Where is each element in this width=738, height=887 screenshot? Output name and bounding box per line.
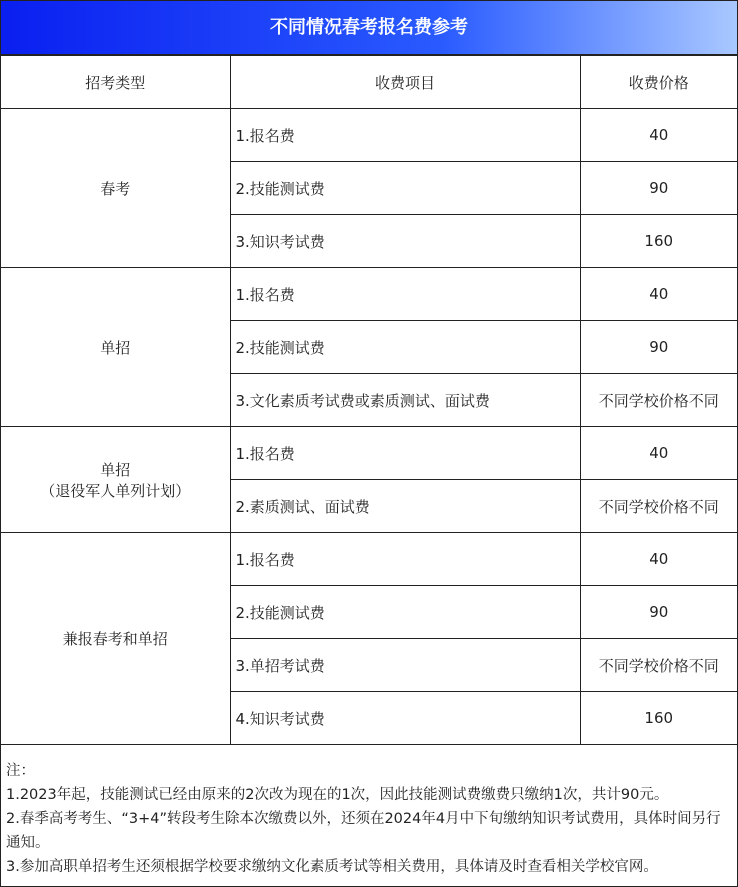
header-type: 招考类型 bbox=[1, 56, 230, 109]
exam-type-label: 兼报春考和单招 bbox=[62, 630, 168, 648]
fee-price-cell: 40 bbox=[580, 533, 737, 586]
fee-item-cell: 2.素质测试、面试费 bbox=[230, 480, 580, 533]
exam-type-label: 单招 bbox=[100, 460, 131, 479]
header-item: 收费项目 bbox=[230, 56, 580, 109]
exam-type-label: 单招 bbox=[100, 338, 131, 357]
fee-price-cell: 90 bbox=[580, 586, 737, 639]
note-3: 3.参加高职单招考生还须根据学校要求缴纳文化素质考试等相关费用，具体请及时查看相关学校官网。 bbox=[6, 859, 658, 875]
fee-item-cell: 3.知识考试费 bbox=[230, 215, 580, 268]
header-row bbox=[1, 56, 737, 109]
fee-item-cell: 1.报名费 bbox=[230, 533, 580, 586]
note-2: 2.春季高考考生、“3+4”转段考生除本次缴费以外，还须在2024年4月中下旬缴纳知识考试费用，具体时间另行通知。 bbox=[6, 811, 721, 851]
table-body bbox=[1, 109, 737, 745]
table-row bbox=[1, 268, 737, 321]
fee-item-cell: 2.技能测试费 bbox=[230, 586, 580, 639]
fee-price-cell: 90 bbox=[580, 162, 737, 215]
fee-item-cell: 2.技能测试费 bbox=[230, 321, 580, 374]
notes-section bbox=[1, 745, 737, 879]
fee-price-cell: 160 bbox=[580, 215, 737, 268]
fee-price-cell: 40 bbox=[580, 427, 737, 480]
note-1: 1.2023年起，技能测试已经由原来的2次改为现在的1次，因此技能测试费缴费只缴纳1次，共计90元。 bbox=[6, 787, 669, 803]
header-price: 收费价格 bbox=[580, 56, 737, 109]
fee-price-cell: 90 bbox=[580, 321, 737, 374]
table-title: 不同情况春考报名费参考 bbox=[1, 1, 737, 55]
fee-item-cell: 3.单招考试费 bbox=[230, 639, 580, 692]
exam-type-label: （退役军人单列计划） bbox=[40, 481, 191, 500]
fee-item-cell: 1.报名费 bbox=[230, 109, 580, 162]
notes-heading: 注： bbox=[6, 763, 35, 779]
exam-type-label: 春考 bbox=[100, 179, 131, 198]
fee-item-cell: 3.文化素质考试费或素质测试、面试费 bbox=[230, 374, 580, 427]
fee-item-cell: 4.知识考试费 bbox=[230, 692, 580, 745]
fee-price-cell: 40 bbox=[580, 109, 737, 162]
table-row bbox=[1, 533, 737, 586]
exam-type-cell bbox=[1, 109, 230, 268]
exam-type-cell bbox=[1, 533, 230, 745]
fee-item-cell: 2.技能测试费 bbox=[230, 162, 580, 215]
table-row bbox=[1, 427, 737, 480]
fee-price-cell: 160 bbox=[580, 692, 737, 745]
fee-price-cell: 不同学校价格不同 bbox=[580, 374, 737, 427]
fee-price-cell: 不同学校价格不同 bbox=[580, 480, 737, 533]
fee-price-cell: 不同学校价格不同 bbox=[580, 639, 737, 692]
exam-type-cell bbox=[1, 427, 230, 533]
table-row bbox=[1, 109, 737, 162]
fee-item-cell: 1.报名费 bbox=[230, 427, 580, 480]
fee-price-cell: 40 bbox=[580, 268, 737, 321]
fee-item-cell: 1.报名费 bbox=[230, 268, 580, 321]
exam-type-cell bbox=[1, 268, 230, 427]
fee-table bbox=[1, 55, 737, 745]
